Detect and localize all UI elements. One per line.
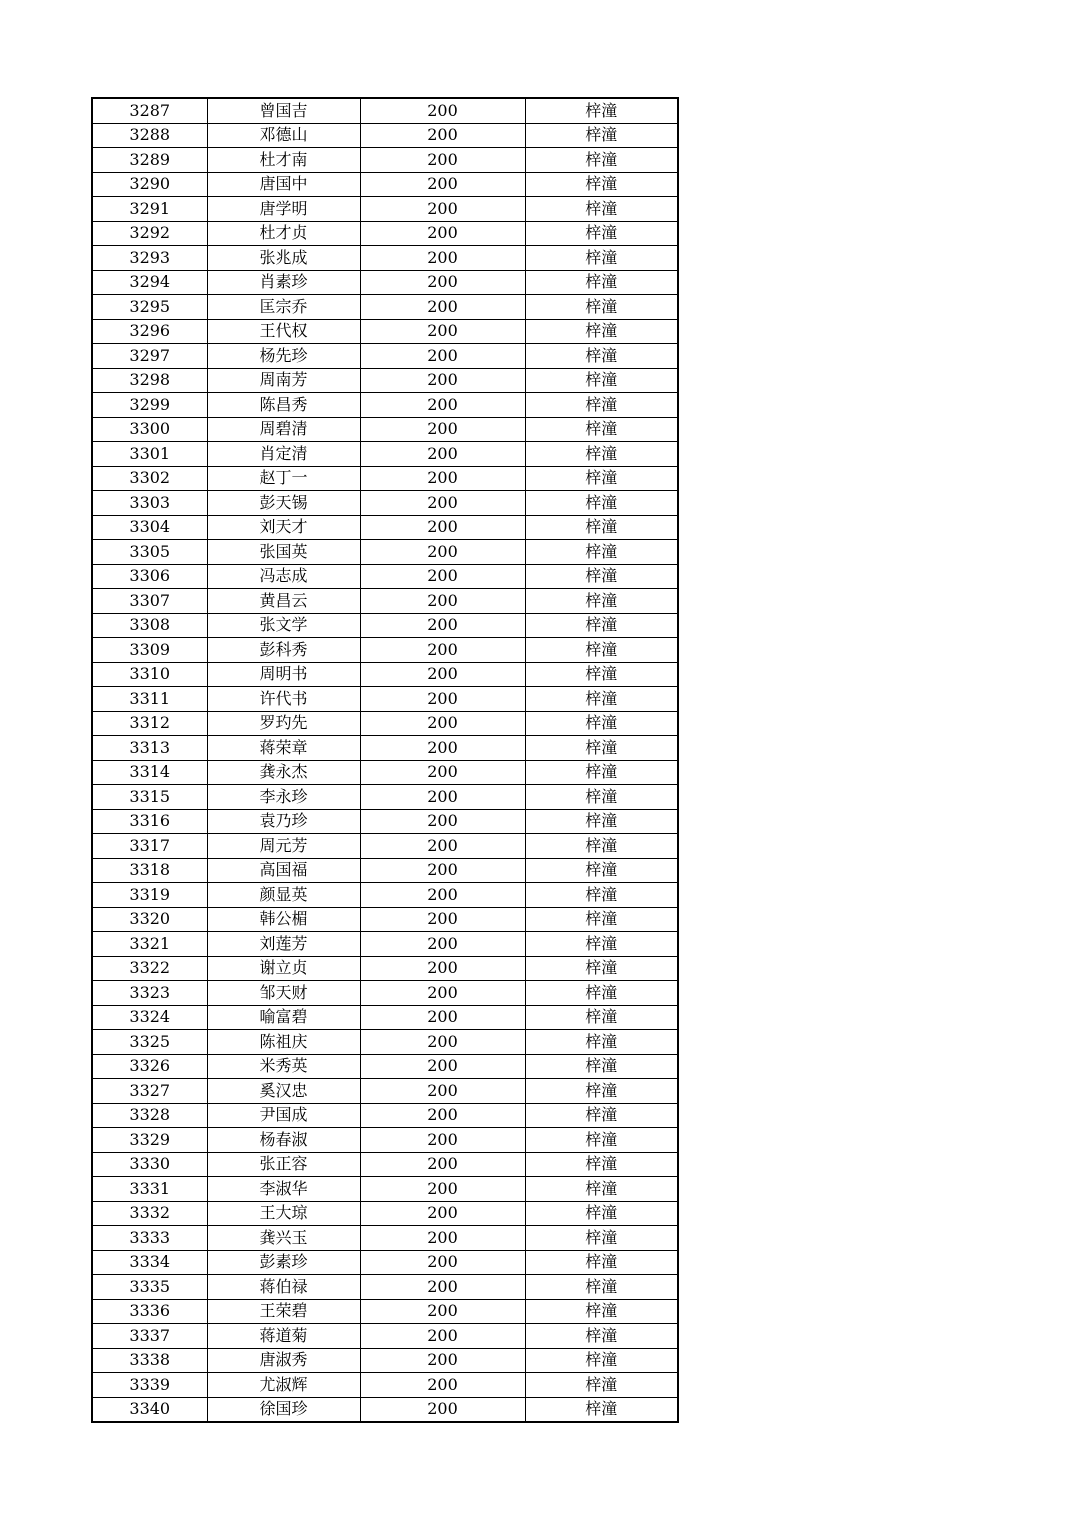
- table-row: [92, 393, 678, 418]
- cell-amount: 200: [360, 834, 525, 859]
- cell-amount: 200: [360, 760, 525, 785]
- cell-serial-number: 3293: [92, 246, 207, 271]
- cell-region: 梓潼: [525, 515, 678, 540]
- cell-serial-number: 3336: [92, 1299, 207, 1324]
- cell-name: 蒋道菊: [207, 1324, 360, 1349]
- cell-name: 刘莲芳: [207, 932, 360, 957]
- cell-name: 龚永杰: [207, 760, 360, 785]
- cell-amount: 200: [360, 883, 525, 908]
- table-row: [92, 1128, 678, 1153]
- cell-name: 彭天锡: [207, 491, 360, 516]
- cell-region: 梓潼: [525, 1299, 678, 1324]
- cell-amount: 200: [360, 1275, 525, 1300]
- data-table: [91, 97, 679, 1423]
- cell-name: 许代书: [207, 687, 360, 712]
- cell-region: 梓潼: [525, 1005, 678, 1030]
- cell-serial-number: 3291: [92, 197, 207, 222]
- cell-region: 梓潼: [525, 197, 678, 222]
- cell-name: 唐淑秀: [207, 1348, 360, 1373]
- cell-amount: 200: [360, 662, 525, 687]
- cell-name: 唐国中: [207, 172, 360, 197]
- cell-name: 赵丁一: [207, 466, 360, 491]
- cell-serial-number: 3326: [92, 1054, 207, 1079]
- table-row: [92, 687, 678, 712]
- cell-region: 梓潼: [525, 270, 678, 295]
- cell-region: 梓潼: [525, 736, 678, 761]
- cell-region: 梓潼: [525, 466, 678, 491]
- cell-name: 黄昌云: [207, 589, 360, 614]
- cell-amount: 200: [360, 466, 525, 491]
- cell-region: 梓潼: [525, 613, 678, 638]
- cell-region: 梓潼: [525, 1177, 678, 1202]
- cell-name: 蒋荣章: [207, 736, 360, 761]
- cell-name: 龚兴玉: [207, 1226, 360, 1251]
- cell-amount: 200: [360, 368, 525, 393]
- cell-amount: 200: [360, 687, 525, 712]
- cell-amount: 200: [360, 319, 525, 344]
- table-row: [92, 1226, 678, 1251]
- cell-serial-number: 3298: [92, 368, 207, 393]
- table-row: [92, 1324, 678, 1349]
- cell-region: 梓潼: [525, 1373, 678, 1398]
- cell-amount: 200: [360, 1201, 525, 1226]
- cell-name: 陈祖庆: [207, 1030, 360, 1055]
- table-row: [92, 466, 678, 491]
- cell-name: 周南芳: [207, 368, 360, 393]
- cell-amount: 200: [360, 1128, 525, 1153]
- cell-region: 梓潼: [525, 638, 678, 663]
- cell-amount: 200: [360, 1250, 525, 1275]
- cell-serial-number: 3304: [92, 515, 207, 540]
- cell-name: 彭科秀: [207, 638, 360, 663]
- cell-amount: 200: [360, 1030, 525, 1055]
- cell-serial-number: 3318: [92, 858, 207, 883]
- cell-amount: 200: [360, 638, 525, 663]
- table-row: [92, 1152, 678, 1177]
- cell-name: 杨春淑: [207, 1128, 360, 1153]
- cell-region: 梓潼: [525, 319, 678, 344]
- cell-region: 梓潼: [525, 1201, 678, 1226]
- cell-region: 梓潼: [525, 932, 678, 957]
- cell-region: 梓潼: [525, 246, 678, 271]
- cell-name: 罗玓先: [207, 711, 360, 736]
- cell-serial-number: 3325: [92, 1030, 207, 1055]
- table-row: [92, 368, 678, 393]
- cell-region: 梓潼: [525, 687, 678, 712]
- table-row: [92, 540, 678, 565]
- cell-region: 梓潼: [525, 1324, 678, 1349]
- cell-amount: 200: [360, 785, 525, 810]
- table-row: [92, 123, 678, 148]
- cell-amount: 200: [360, 1397, 525, 1422]
- table-row: [92, 417, 678, 442]
- table-row: [92, 736, 678, 761]
- cell-serial-number: 3295: [92, 295, 207, 320]
- cell-amount: 200: [360, 148, 525, 173]
- cell-serial-number: 3335: [92, 1275, 207, 1300]
- table-row: [92, 907, 678, 932]
- cell-name: 周元芳: [207, 834, 360, 859]
- table-row: [92, 1397, 678, 1422]
- cell-amount: 200: [360, 932, 525, 957]
- cell-region: 梓潼: [525, 417, 678, 442]
- cell-region: 梓潼: [525, 1275, 678, 1300]
- cell-name: 徐国珍: [207, 1397, 360, 1422]
- cell-serial-number: 3299: [92, 393, 207, 418]
- cell-name: 刘天才: [207, 515, 360, 540]
- cell-amount: 200: [360, 172, 525, 197]
- table-row: [92, 638, 678, 663]
- cell-serial-number: 3300: [92, 417, 207, 442]
- table-row: [92, 1054, 678, 1079]
- cell-serial-number: 3296: [92, 319, 207, 344]
- cell-amount: 200: [360, 1373, 525, 1398]
- cell-region: 梓潼: [525, 221, 678, 246]
- cell-amount: 200: [360, 344, 525, 369]
- table-row: [92, 515, 678, 540]
- cell-amount: 200: [360, 1299, 525, 1324]
- cell-region: 梓潼: [525, 1152, 678, 1177]
- cell-serial-number: 3324: [92, 1005, 207, 1030]
- cell-amount: 200: [360, 417, 525, 442]
- cell-name: 李永珍: [207, 785, 360, 810]
- table-row: [92, 98, 678, 123]
- cell-serial-number: 3292: [92, 221, 207, 246]
- table-row: [92, 981, 678, 1006]
- cell-region: 梓潼: [525, 1226, 678, 1251]
- table-row: [92, 1348, 678, 1373]
- cell-amount: 200: [360, 711, 525, 736]
- cell-amount: 200: [360, 197, 525, 222]
- cell-region: 梓潼: [525, 589, 678, 614]
- cell-region: 梓潼: [525, 907, 678, 932]
- table-row: [92, 148, 678, 173]
- cell-serial-number: 3316: [92, 809, 207, 834]
- cell-serial-number: 3317: [92, 834, 207, 859]
- cell-name: 匡宗乔: [207, 295, 360, 320]
- cell-serial-number: 3339: [92, 1373, 207, 1398]
- cell-serial-number: 3333: [92, 1226, 207, 1251]
- cell-serial-number: 3338: [92, 1348, 207, 1373]
- cell-serial-number: 3309: [92, 638, 207, 663]
- table-row: [92, 246, 678, 271]
- cell-serial-number: 3288: [92, 123, 207, 148]
- table-row: [92, 1299, 678, 1324]
- cell-name: 张国英: [207, 540, 360, 565]
- cell-serial-number: 3311: [92, 687, 207, 712]
- table-row: [92, 858, 678, 883]
- cell-serial-number: 3328: [92, 1103, 207, 1128]
- cell-region: 梓潼: [525, 1128, 678, 1153]
- table-row: [92, 1373, 678, 1398]
- cell-serial-number: 3290: [92, 172, 207, 197]
- cell-serial-number: 3321: [92, 932, 207, 957]
- cell-serial-number: 3303: [92, 491, 207, 516]
- cell-region: 梓潼: [525, 1397, 678, 1422]
- table-row: [92, 491, 678, 516]
- cell-serial-number: 3337: [92, 1324, 207, 1349]
- table-row: [92, 711, 678, 736]
- cell-name: 蒋伯禄: [207, 1275, 360, 1300]
- table-row: [92, 1005, 678, 1030]
- cell-serial-number: 3331: [92, 1177, 207, 1202]
- cell-serial-number: 3294: [92, 270, 207, 295]
- cell-amount: 200: [360, 1226, 525, 1251]
- cell-region: 梓潼: [525, 564, 678, 589]
- cell-name: 谢立贞: [207, 956, 360, 981]
- table-row: [92, 442, 678, 467]
- cell-serial-number: 3332: [92, 1201, 207, 1226]
- cell-amount: 200: [360, 123, 525, 148]
- cell-amount: 200: [360, 809, 525, 834]
- cell-name: 喻富碧: [207, 1005, 360, 1030]
- cell-name: 邹天财: [207, 981, 360, 1006]
- cell-region: 梓潼: [525, 368, 678, 393]
- cell-serial-number: 3313: [92, 736, 207, 761]
- cell-region: 梓潼: [525, 442, 678, 467]
- table-row: [92, 295, 678, 320]
- cell-amount: 200: [360, 613, 525, 638]
- table-body: [92, 98, 678, 1422]
- cell-amount: 200: [360, 442, 525, 467]
- cell-amount: 200: [360, 1103, 525, 1128]
- cell-region: 梓潼: [525, 956, 678, 981]
- cell-name: 李淑华: [207, 1177, 360, 1202]
- cell-amount: 200: [360, 295, 525, 320]
- table-row: [92, 172, 678, 197]
- cell-amount: 200: [360, 221, 525, 246]
- cell-serial-number: 3289: [92, 148, 207, 173]
- cell-region: 梓潼: [525, 1054, 678, 1079]
- cell-amount: 200: [360, 589, 525, 614]
- cell-serial-number: 3319: [92, 883, 207, 908]
- table-row: [92, 956, 678, 981]
- cell-name: 米秀英: [207, 1054, 360, 1079]
- cell-region: 梓潼: [525, 662, 678, 687]
- cell-amount: 200: [360, 858, 525, 883]
- table-row: [92, 932, 678, 957]
- cell-region: 梓潼: [525, 883, 678, 908]
- cell-region: 梓潼: [525, 981, 678, 1006]
- cell-region: 梓潼: [525, 1079, 678, 1104]
- table-row: [92, 589, 678, 614]
- cell-serial-number: 3315: [92, 785, 207, 810]
- cell-name: 袁乃珍: [207, 809, 360, 834]
- table-row: [92, 221, 678, 246]
- cell-region: 梓潼: [525, 1250, 678, 1275]
- cell-amount: 200: [360, 1324, 525, 1349]
- cell-name: 高国福: [207, 858, 360, 883]
- cell-name: 张正容: [207, 1152, 360, 1177]
- table-row: [92, 662, 678, 687]
- cell-region: 梓潼: [525, 172, 678, 197]
- cell-region: 梓潼: [525, 344, 678, 369]
- cell-name: 唐学明: [207, 197, 360, 222]
- cell-name: 陈昌秀: [207, 393, 360, 418]
- cell-serial-number: 3297: [92, 344, 207, 369]
- cell-amount: 200: [360, 515, 525, 540]
- cell-name: 尹国成: [207, 1103, 360, 1128]
- cell-serial-number: 3314: [92, 760, 207, 785]
- cell-serial-number: 3330: [92, 1152, 207, 1177]
- cell-region: 梓潼: [525, 834, 678, 859]
- table-row: [92, 883, 678, 908]
- table-row: [92, 760, 678, 785]
- cell-name: 王大琼: [207, 1201, 360, 1226]
- cell-serial-number: 3301: [92, 442, 207, 467]
- cell-name: 彭素珍: [207, 1250, 360, 1275]
- table-row: [92, 1201, 678, 1226]
- cell-name: 冯志成: [207, 564, 360, 589]
- table-row: [92, 1275, 678, 1300]
- cell-amount: 200: [360, 270, 525, 295]
- cell-amount: 200: [360, 393, 525, 418]
- cell-amount: 200: [360, 540, 525, 565]
- cell-region: 梓潼: [525, 809, 678, 834]
- cell-name: 尤淑辉: [207, 1373, 360, 1398]
- cell-serial-number: 3334: [92, 1250, 207, 1275]
- cell-serial-number: 3340: [92, 1397, 207, 1422]
- table-row: [92, 1079, 678, 1104]
- cell-region: 梓潼: [525, 1103, 678, 1128]
- cell-region: 梓潼: [525, 148, 678, 173]
- cell-region: 梓潼: [525, 123, 678, 148]
- cell-name: 肖定清: [207, 442, 360, 467]
- cell-amount: 200: [360, 246, 525, 271]
- cell-serial-number: 3323: [92, 981, 207, 1006]
- cell-serial-number: 3306: [92, 564, 207, 589]
- table-row: [92, 270, 678, 295]
- table-row: [92, 564, 678, 589]
- cell-amount: 200: [360, 907, 525, 932]
- cell-amount: 200: [360, 736, 525, 761]
- cell-region: 梓潼: [525, 295, 678, 320]
- cell-amount: 200: [360, 491, 525, 516]
- cell-serial-number: 3320: [92, 907, 207, 932]
- cell-name: 肖素珍: [207, 270, 360, 295]
- table-row: [92, 785, 678, 810]
- cell-name: 颜显英: [207, 883, 360, 908]
- table-row: [92, 834, 678, 859]
- cell-serial-number: 3329: [92, 1128, 207, 1153]
- cell-serial-number: 3327: [92, 1079, 207, 1104]
- cell-region: 梓潼: [525, 393, 678, 418]
- cell-name: 王荣碧: [207, 1299, 360, 1324]
- cell-amount: 200: [360, 564, 525, 589]
- cell-region: 梓潼: [525, 760, 678, 785]
- cell-region: 梓潼: [525, 1348, 678, 1373]
- table-row: [92, 344, 678, 369]
- cell-region: 梓潼: [525, 491, 678, 516]
- cell-region: 梓潼: [525, 1030, 678, 1055]
- table-row: [92, 197, 678, 222]
- cell-amount: 200: [360, 98, 525, 123]
- cell-amount: 200: [360, 1177, 525, 1202]
- cell-amount: 200: [360, 1005, 525, 1030]
- cell-amount: 200: [360, 981, 525, 1006]
- table-row: [92, 1177, 678, 1202]
- cell-serial-number: 3307: [92, 589, 207, 614]
- cell-name: 杜才贞: [207, 221, 360, 246]
- cell-region: 梓潼: [525, 98, 678, 123]
- cell-name: 周明书: [207, 662, 360, 687]
- cell-serial-number: 3302: [92, 466, 207, 491]
- cell-amount: 200: [360, 956, 525, 981]
- cell-amount: 200: [360, 1079, 525, 1104]
- cell-amount: 200: [360, 1152, 525, 1177]
- cell-serial-number: 3308: [92, 613, 207, 638]
- cell-name: 周碧清: [207, 417, 360, 442]
- cell-name: 张兆成: [207, 246, 360, 271]
- cell-serial-number: 3310: [92, 662, 207, 687]
- table-row: [92, 613, 678, 638]
- cell-region: 梓潼: [525, 858, 678, 883]
- cell-name: 杜才南: [207, 148, 360, 173]
- cell-region: 梓潼: [525, 785, 678, 810]
- cell-name: 杨先珍: [207, 344, 360, 369]
- cell-amount: 200: [360, 1348, 525, 1373]
- cell-amount: 200: [360, 1054, 525, 1079]
- cell-region: 梓潼: [525, 711, 678, 736]
- table-row: [92, 319, 678, 344]
- table-row: [92, 1030, 678, 1055]
- cell-name: 张文学: [207, 613, 360, 638]
- cell-region: 梓潼: [525, 540, 678, 565]
- table-row: [92, 1250, 678, 1275]
- cell-name: 邓德山: [207, 123, 360, 148]
- cell-serial-number: 3305: [92, 540, 207, 565]
- cell-name: 韩公楣: [207, 907, 360, 932]
- cell-name: 奚汉忠: [207, 1079, 360, 1104]
- cell-name: 王代权: [207, 319, 360, 344]
- cell-serial-number: 3287: [92, 98, 207, 123]
- table-row: [92, 809, 678, 834]
- table-row: [92, 1103, 678, 1128]
- cell-name: 曾国吉: [207, 98, 360, 123]
- cell-serial-number: 3322: [92, 956, 207, 981]
- cell-serial-number: 3312: [92, 711, 207, 736]
